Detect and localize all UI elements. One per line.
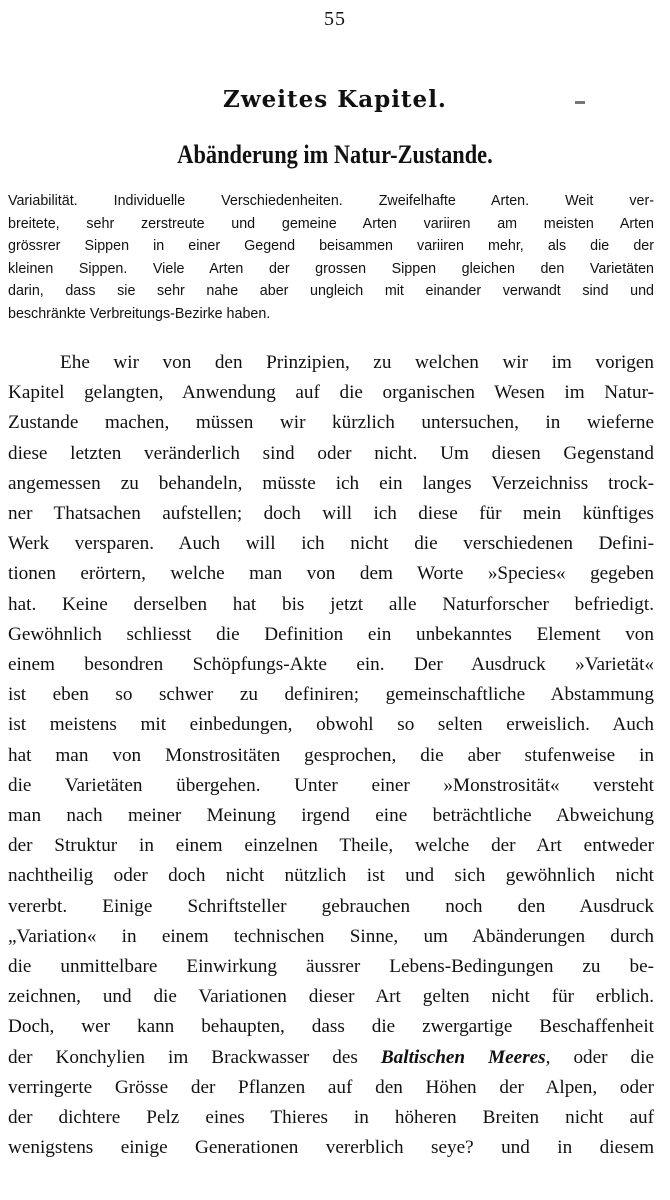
summary-line: darin, dass sie sehr nahe aber ungleich mit einander verwandt sind und xyxy=(8,283,654,300)
page-number: 55 xyxy=(324,8,346,30)
body-line: ist meistens mit einbedungen, obwohl so selten erweislich. Auch xyxy=(8,714,654,736)
chapter-title: Abänderung im Natur-Zustande. xyxy=(177,140,493,169)
body-line: man nach meiner Meinung irgend eine beträchtliche Abweichung xyxy=(8,805,654,827)
body-line: nachtheilig oder doch nicht nützlich ist und sich gewöhnlich nicht xyxy=(8,865,654,887)
summary-line: kleinen Sippen. Viele Arten der grossen Sippen gleichen den Varietäten xyxy=(8,260,654,277)
body-line: der dichtere Pelz eines Thieres in höheren Breiten nicht auf xyxy=(8,1107,654,1129)
body-line: der Struktur in einem einzelnen Theile, welche der Art entweder xyxy=(8,835,654,857)
body-line: „Variation« in einem technischen Sinne, um Abänderungen durch xyxy=(8,925,654,947)
body-line: Ehe wir von den Prinzipien, zu welchen wir im vorigen xyxy=(60,352,654,373)
body-line: Doch, wer kann behaupten, dass die zwergartige Beschaffenheit xyxy=(8,1016,654,1038)
body-line: einem besondren Schöpfungs-Akte ein. Der Ausdruck »Varietät« xyxy=(8,654,654,676)
body-line: hat. Keine derselben hat bis jetzt alle Naturforscher befriedigt. xyxy=(8,593,654,615)
line-text: , oder die xyxy=(545,1046,654,1068)
body-line: zeichnen, und die Variationen dieser Art gelten nicht für erblich. xyxy=(8,986,654,1008)
body-line: hat man von Monstrositäten gesprochen, die aber stufenweise in xyxy=(8,744,654,766)
italic-place-name: Baltischen Meeres xyxy=(380,1046,546,1068)
body-line: vererbt. Einige Schriftsteller gebrauchen noch den Ausdruck xyxy=(8,895,654,917)
summary-line: beschränkte Verbreitungs-Bezirke haben. xyxy=(8,305,271,322)
body-line: tionen erörtern, welche man von dem Worte »Species« gegeben xyxy=(8,563,654,585)
body-line: Gewöhnlich schliesst die Definition ein unbekanntes Element von xyxy=(8,623,654,645)
body-line: die unmittelbare Einwirkung äussrer Lebens-Bedingungen zu be- xyxy=(8,956,654,978)
body-line xyxy=(8,1043,654,1073)
chapter-summary xyxy=(8,190,654,326)
summary-line: grössrer Sippen in einer Gegend beisammen variiren mehr, als die der xyxy=(8,238,654,255)
body-line: angemessen zu behandeln, müsste ich ein langes Verzeichniss trock- xyxy=(8,472,654,494)
body-line: Zustande machen, müssen wir kürzlich untersuchen, in wieferne xyxy=(8,412,654,434)
body-line: verringerte Grösse der Pflanzen auf den Höhen der Alpen, oder xyxy=(8,1076,654,1098)
body-text xyxy=(8,348,654,1163)
summary-line: Variabilität. Individuelle Verschiedenheiten. Zweifelhafte Arten. Weit ver- xyxy=(8,193,654,209)
body-line: ist eben so schwer zu definiren; gemeinschaftliche Abstammung xyxy=(8,684,654,706)
body-line: wenigstens einige Generationen vererblich seye? und in diesem xyxy=(8,1137,654,1159)
body-line: ner Thatsachen aufstellen; doch will ich diese für mein künftiges xyxy=(8,503,654,525)
body-line: die Varietäten übergehen. Unter einer »Monstrosität« versteht xyxy=(8,774,654,796)
body-line: Kapitel gelangten, Anwendung auf die organischen Wesen im Natur- xyxy=(8,382,654,404)
summary-line: breitete, sehr zerstreute und gemeine Arten variiren am meisten Arten xyxy=(8,215,654,232)
chapter-heading: Zweites Kapitel. xyxy=(223,86,447,113)
body-line: Werk versparen. Auch will ich nicht die verschiedenen Defini- xyxy=(8,533,654,555)
line-text: der Konchylien im Brackwasser des xyxy=(8,1046,381,1068)
body-line: diese letzten veränderlich sind oder nicht. Um diesen Gegenstand xyxy=(8,442,654,464)
